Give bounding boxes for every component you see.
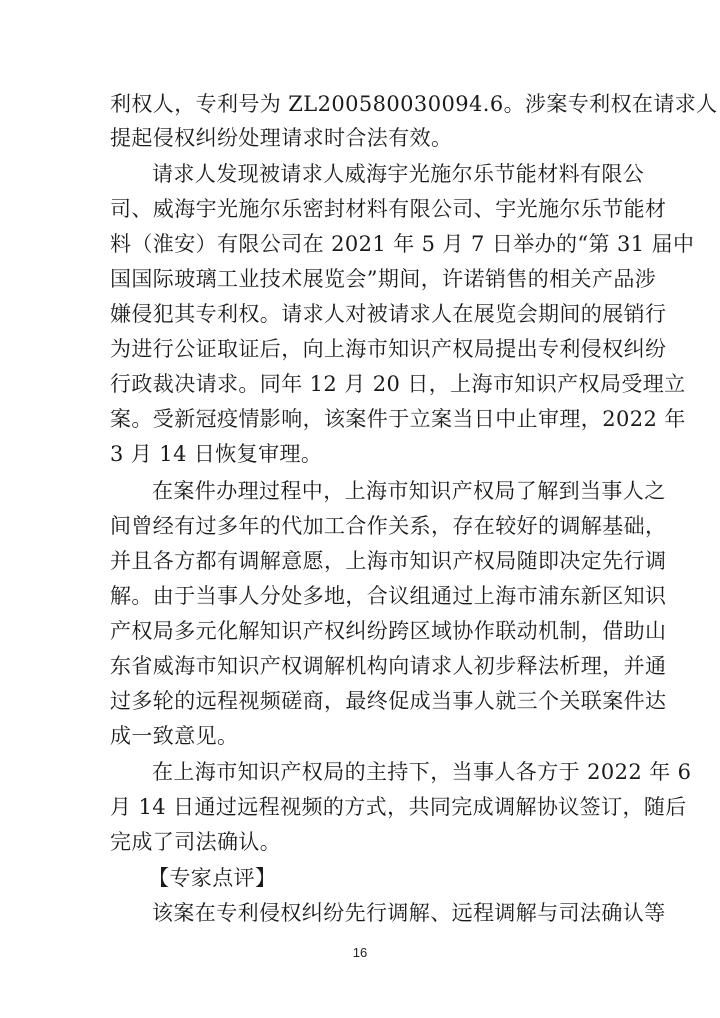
body-text-line: 案。受新冠疫情影响，该案件于立案当日中止审理，2022 年 — [110, 407, 686, 431]
body-text-line: 嫌侵犯其专利权。请求人对被请求人在展览会期间的展销行 — [110, 302, 667, 326]
body-text-line: 产权局多元化解知识产权纠纷跨区域协作联动机制，借助山 — [110, 619, 667, 643]
paragraph-first-line: 在上海市知识产权局的主持下，当事人各方于 2022 年 6 — [152, 760, 692, 784]
body-text-line: 为进行公证取证后，向上海市知识产权局提出专利侵权纠纷 — [110, 337, 667, 361]
body-text-line: 间曾经有过多年的代加工合作关系，存在较好的调解基础， — [110, 514, 667, 538]
paragraph-first-line: 在案件办理过程中，上海市知识产权局了解到当事人之 — [152, 479, 666, 503]
body-text-line: 司、威海宇光施尔乐密封材料有限公司、宇光施尔乐节能材 — [110, 197, 667, 221]
body-text-line: 料（淮安）有限公司在 2021 年 5 月 7 日举办的“第 31 届中 — [110, 232, 695, 256]
paragraph-first-line: 该案在专利侵权纠纷先行调解、远程调解与司法确认等 — [152, 901, 666, 925]
page-number: 16 — [352, 945, 368, 960]
body-text-line: 东省威海市知识产权调解机构向请求人初步释法析理，并通 — [110, 654, 667, 678]
body-text-line: 成一致意见。 — [110, 724, 239, 748]
paragraph-first-line: 请求人发现被请求人威海宇光施尔乐节能材料有限公 — [152, 162, 645, 186]
body-text-line: 解。由于当事人分处多地，合议组通过上海市浦东新区知识 — [110, 584, 667, 608]
body-text-line: 行政裁决请求。同年 12 月 20 日，上海市知识产权局受理立 — [110, 372, 686, 396]
body-text-line: 完成了司法确认。 — [110, 830, 282, 854]
section-heading: 【专家点评】 — [148, 866, 277, 890]
body-text-line: 并且各方都有调解意愿，上海市知识产权局随即决定先行调 — [110, 549, 667, 573]
body-text-line: 月 14 日通过远程视频的方式，共同完成调解协议签订，随后 — [110, 795, 687, 819]
body-text-line: 过多轮的远程视频磋商，最终促成当事人就三个关联案件达 — [110, 689, 667, 713]
body-text-line: 利权人，专利号为 ZL200580030094.6。涉案专利权在请求人 — [110, 92, 718, 116]
body-text-line: 国国际玻璃工业技术展览会”期间，许诺销售的相关产品涉 — [110, 267, 657, 291]
body-text-line: 3 月 14 日恢复审理。 — [110, 442, 323, 466]
body-text-line: 提起侵权纠纷处理请求时合法有效。 — [110, 126, 453, 150]
